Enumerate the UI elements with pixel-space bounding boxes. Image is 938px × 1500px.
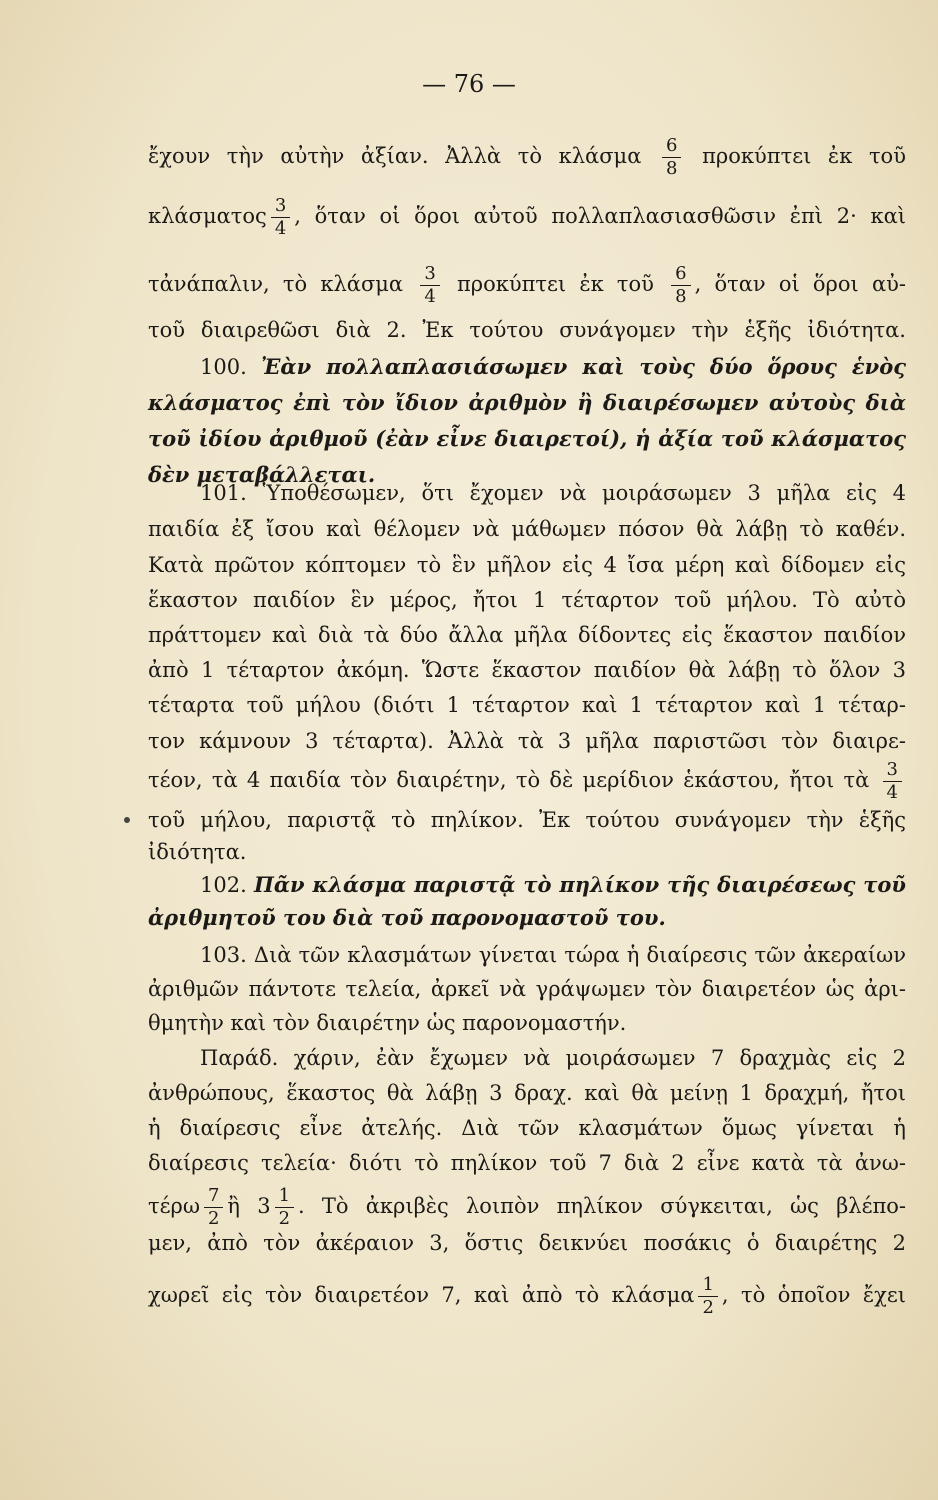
- text-line: [148, 759, 906, 803]
- text-span: προκύπτει ἐκ τοῦ: [456, 272, 654, 296]
- text-span: τἀνάπαλιν, τὸ κλάσμα: [148, 272, 404, 296]
- text-line: [148, 1274, 906, 1318]
- fraction-denominator: 8: [671, 285, 690, 306]
- fraction: [275, 1187, 294, 1228]
- text-line: [148, 1185, 906, 1229]
- text-line: [148, 195, 906, 239]
- text-line: ἀριθμητοῦ του διὰ τοῦ παρονομαστοῦ του.: [148, 905, 666, 930]
- fraction-denominator: 2: [204, 1207, 223, 1228]
- text-line: τοῦ ἰδίου ἀριθμοῦ (ἐὰν εἶνε διαιρετοί), ἡ ἀξία τοῦ κλάσματος: [148, 426, 906, 451]
- text-line: [148, 347, 906, 387]
- text-line: θμητὴν καὶ τὸν διαιρέτην ὡς παρονομαστήν.: [148, 1011, 627, 1035]
- text-line: Παράδ. χάριν, ἐὰν ἔχωμεν νὰ μοιράσωμεν 7 δραχμὰς εἰς 2: [200, 1046, 906, 1070]
- text-line: τον κάμνουν 3 τέταρτα). Ἀλλὰ τὰ 3 μῆλα παριστῶσι τὸν διαιρε-: [148, 729, 906, 753]
- text-line: 103. Διὰ τῶν κλασμάτων γίνεται τώρα ἡ διαίρεσις τῶν ἀκεραίων: [200, 943, 906, 967]
- fraction: [271, 197, 290, 238]
- text-line: 101. Ὑποθέσωμεν, ὅτι ἔχομεν νὰ μοιράσωμεν 3 μῆλα εἰς 4: [200, 481, 906, 505]
- fraction-numerator: 3: [274, 195, 287, 216]
- text-span: κλάσματος: [148, 204, 267, 228]
- text-line: δὲν μεταβάλλεται.: [148, 462, 376, 487]
- margin-dot: [124, 817, 130, 823]
- text-line: [148, 135, 906, 179]
- text-line: ἀπὸ 1 τέταρτον ἀκόμη. Ὥστε ἕκαστον παιδίον θὰ λάβῃ τὸ ὅλον 3: [148, 658, 906, 682]
- fraction-denominator: 4: [271, 217, 290, 238]
- fraction-denominator: 2: [275, 1207, 294, 1228]
- text-line: μεν, ἀπὸ τὸν ἀκέραιον 3, ὅστις δεικνύει ποσάκις ὁ διαιρέτης 2: [148, 1231, 906, 1255]
- text-span: τέρω: [148, 1194, 200, 1218]
- fraction: [204, 1187, 223, 1228]
- text-line: ἕκαστον παιδίον ἓν μέρος, ἤτοι 1 τέταρτον τοῦ μήλου. Τὸ αὐτὸ: [148, 588, 906, 612]
- text-line: Κατὰ πρῶτον κόπτομεν τὸ ἓν μῆλον εἰς 4 ἴσα μέρη καὶ δίδομεν εἰς: [148, 553, 906, 577]
- fraction-denominator: 2: [698, 1296, 717, 1317]
- text-line: ἀνθρώπους, ἕκαστος θὰ λάβῃ 3 δραχ. καὶ θὰ μείνῃ 1 δραχμή, ἤτοι: [148, 1081, 906, 1105]
- text-line: ἰδιότητα.: [148, 840, 247, 864]
- section-number: 100.: [200, 355, 247, 379]
- text-span: , ὅταν οἱ ὅροι αὐτοῦ πολλαπλασιασθῶσιν ἐπὶ 2· καὶ: [294, 204, 906, 228]
- fraction-denominator: 4: [420, 285, 439, 306]
- fraction-denominator: 8: [662, 157, 681, 178]
- text-line: κλάσματος ἐπὶ τὸν ἴδιον ἀριθμὸν ἢ διαιρέσωμεν αὐτοὺς διὰ: [148, 390, 906, 415]
- fraction-numerator: 3: [424, 263, 436, 284]
- text-line: ἡ διαίρεσις εἶνε ἀτελής. Διὰ τῶν κλασμάτων ὅμως γίνεται ἡ: [148, 1116, 906, 1140]
- bold-statement: Ἐὰν πολλαπλασιάσωμεν καὶ τοὺς δύο ὅρους ἑνὸς: [261, 354, 906, 379]
- fraction-numerator: 1: [278, 1185, 291, 1206]
- fraction: [662, 137, 681, 178]
- fraction-denominator: 4: [883, 781, 902, 802]
- fraction: [883, 761, 902, 802]
- text-span: . Τὸ ἀκριβὲς λοιπὸν πηλίκον σύγκειται, ὡς βλέπο-: [298, 1194, 906, 1218]
- text-span: προκύπτει ἐκ τοῦ: [702, 144, 906, 168]
- section-number: 102.: [200, 873, 247, 897]
- fraction-numerator: 7: [207, 1185, 220, 1206]
- text-span: , τὸ ὁποῖον ἔχει: [721, 1283, 906, 1307]
- text-line: τέταρτα τοῦ μήλου (διότι 1 τέταρτον καὶ 1 τέταρτον καὶ 1 τέταρ-: [148, 693, 906, 717]
- text-line: ἀριθμῶν πάντοτε τελεία, ἀρκεῖ νὰ γράψωμεν τὸν διαιρετέον ὡς ἀρι-: [148, 977, 906, 1001]
- text-line: διαίρεσις τελεία· διότι τὸ πηλίκον τοῦ 7 διὰ 2 εἶνε κατὰ τὰ ἀνω-: [148, 1151, 906, 1175]
- fraction: [671, 265, 690, 306]
- text-span: ἢ 3: [227, 1194, 271, 1218]
- text-line: πράττομεν καὶ διὰ τὰ δύο ἄλλα μῆλα δίδοντες εἰς ἕκαστον παιδίον: [148, 623, 906, 647]
- fraction-numerator: 6: [666, 135, 678, 156]
- text-span: τέον, τὰ 4 παιδία τὸν διαιρέτην, τὸ δὲ μερίδιον ἑκάστου, ἤτοι τὰ: [148, 768, 870, 792]
- fraction: [698, 1276, 717, 1317]
- text-span: , ὅταν οἱ ὅροι αὐ-: [694, 272, 906, 296]
- text-line: τοῦ διαιρεθῶσι διὰ 2. Ἐκ τούτου συνάγομεν τὴν ἑξῆς ἰδιότητα.: [148, 318, 906, 342]
- fraction-numerator: 6: [675, 263, 687, 284]
- fraction-numerator: 3: [886, 759, 898, 780]
- text-line: παιδία ἐξ ἴσου καὶ θέλομεν νὰ μάθωμεν πόσον θὰ λάβῃ τὸ καθέν.: [148, 517, 906, 541]
- fraction-numerator: 1: [702, 1274, 714, 1295]
- bold-statement: Πᾶν κλάσμα παριστᾷ τὸ πηλίκον τῆς διαιρέσεως τοῦ: [254, 872, 906, 897]
- text-span: ἔχουν τὴν αὐτὴν ἀξίαν. Ἀλλὰ τὸ κλάσμα: [148, 144, 642, 168]
- fraction: [420, 265, 439, 306]
- text-span: χωρεῖ εἰς τὸν διαιρετέον 7, καὶ ἀπὸ τὸ κλάσμα: [148, 1283, 695, 1307]
- text-line: [148, 263, 906, 307]
- text-line: τοῦ μήλου, παριστᾷ τὸ πηλίκον. Ἐκ τούτου συνάγομεν τὴν ἑξῆς: [148, 808, 906, 832]
- page-number: — 76 —: [422, 70, 516, 98]
